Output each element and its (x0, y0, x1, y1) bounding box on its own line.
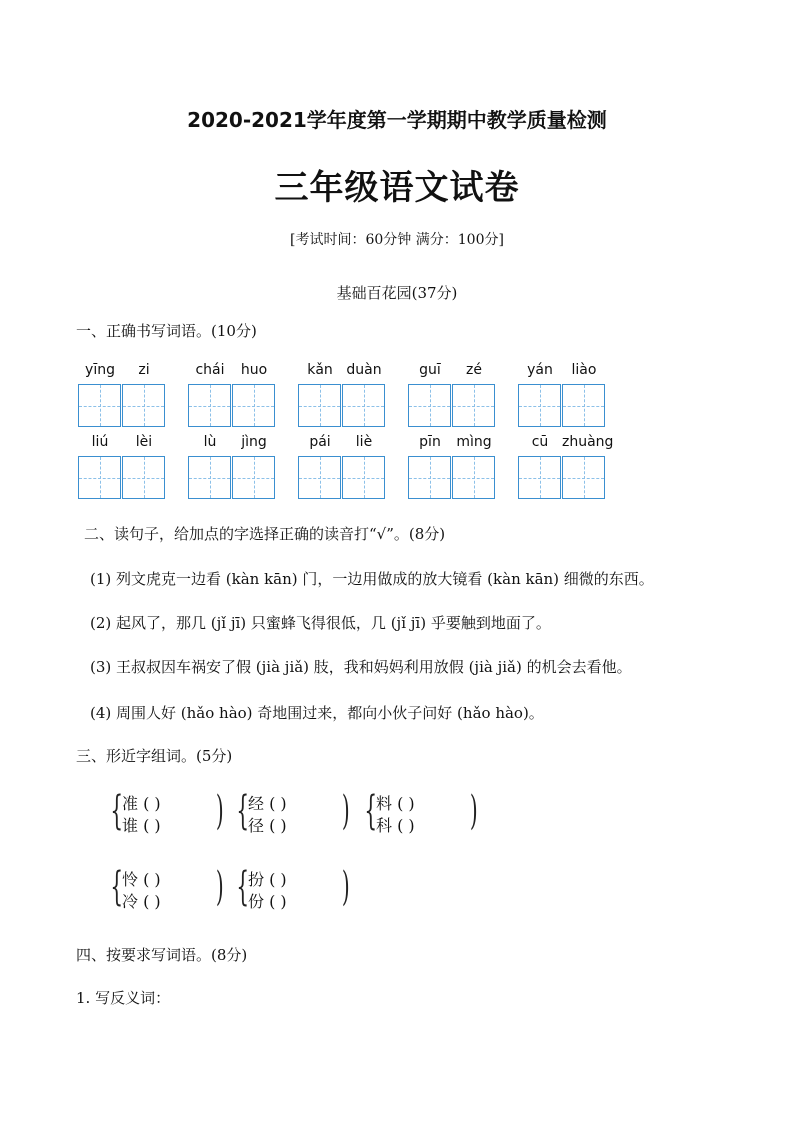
writing-cell[interactable] (188, 456, 231, 499)
word-group-4-top: 怜 ( ) (122, 870, 161, 889)
writing-cell[interactable] (232, 456, 275, 499)
pinyin-syllable: yán (527, 362, 553, 378)
pinyin-syllable: cū (531, 434, 549, 450)
writing-grid[interactable] (518, 384, 606, 428)
word-group-4 (110, 864, 224, 915)
word-group-1-top: 准 ( ) (122, 794, 161, 813)
writing-grid[interactable] (298, 384, 386, 428)
left-brace: { (364, 788, 378, 834)
pinyin-syllable: liè (355, 434, 373, 450)
word-group-2-top: 经 ( ) (248, 794, 287, 813)
pinyin-syllable: lèi (135, 434, 153, 450)
writing-cell[interactable] (232, 384, 275, 427)
pinyin-syllable: guī (419, 362, 441, 378)
q4-sub1: 1. 写反义词： (76, 989, 171, 1007)
writing-cell[interactable] (342, 456, 385, 499)
writing-cell[interactable] (298, 384, 341, 427)
writing-grid[interactable] (408, 456, 496, 500)
pinyin-syllable: chái (195, 362, 225, 378)
pinyin-syllable: duàn (346, 362, 382, 378)
pinyin-syllable: zhuàng (562, 434, 614, 450)
writing-grid[interactable] (298, 456, 386, 500)
writing-cell[interactable] (452, 384, 495, 427)
word-group-3-bottom: 科 ( ) (376, 816, 415, 835)
q3-heading: 三、形近字组词。(5分) (76, 747, 233, 765)
right-paren: ) (215, 864, 224, 910)
q4-heading: 四、按要求写词语。(8分) (76, 946, 248, 964)
pinyin-syllable: mìng (456, 434, 492, 450)
writing-cell[interactable] (518, 456, 561, 499)
pinyin-syllable: kǎn (307, 362, 333, 378)
writing-cell[interactable] (562, 456, 605, 499)
writing-cell[interactable] (452, 456, 495, 499)
word-group-1 (110, 788, 224, 839)
writing-cell[interactable] (562, 384, 605, 427)
writing-grid[interactable] (78, 384, 166, 428)
word-group-5 (236, 864, 350, 915)
q2-item-4: (4) 周围人好 (hǎo hào) 奇地围过来，都向小伙子问好 (hǎo hào)。 (90, 704, 544, 722)
writing-grid[interactable] (188, 384, 276, 428)
exam-subtitle: 2020-2021学年度第一学期期中教学质量检测 (187, 108, 607, 132)
writing-cell[interactable] (518, 384, 561, 427)
right-paren: ) (469, 788, 478, 834)
writing-cell[interactable] (78, 384, 121, 427)
left-brace: { (110, 788, 124, 834)
pinyin-syllable: liào (571, 362, 597, 378)
writing-cell[interactable] (298, 456, 341, 499)
pinyin-syllable: liú (91, 434, 109, 450)
pinyin-syllable: jìng (241, 434, 267, 450)
word-group-2 (236, 788, 350, 839)
word-group-3-top: 料 ( ) (376, 794, 415, 813)
pinyin-syllable: huo (240, 362, 268, 378)
word-group-1-bottom: 谁 ( ) (122, 816, 161, 835)
word-group-2-bottom: 径 ( ) (248, 816, 287, 835)
writing-grid[interactable] (188, 456, 276, 500)
word-group-5-top: 扮 ( ) (248, 870, 287, 889)
right-paren: ) (341, 788, 350, 834)
writing-cell[interactable] (78, 456, 121, 499)
exam-info: [考试时间：60分钟 满分：100分] (290, 232, 504, 248)
part-heading: 基础百花园(37分) (336, 284, 458, 302)
pinyin-syllable: yīng (85, 362, 115, 378)
writing-cell[interactable] (342, 384, 385, 427)
q2-item-1: (1) 列文虎克一边看 (kàn kān) 门，一边用做成的放大镜看 (kàn kān) 细微的东西。 (90, 570, 654, 588)
left-brace: { (236, 788, 250, 834)
writing-grid[interactable] (78, 456, 166, 500)
right-paren: ) (215, 788, 224, 834)
writing-cell[interactable] (188, 384, 231, 427)
pinyin-syllable: lù (203, 434, 217, 450)
q2-item-3: (3) 王叔叔因车祸安了假 (jià jiǎ) 肢，我和妈妈利用放假 (jià jiǎ) 的机会去看他。 (90, 658, 632, 676)
pinyin-syllable: pái (309, 434, 331, 450)
exam-title: 三年级语文试卷 (274, 168, 520, 208)
pinyin-syllable: pīn (419, 434, 441, 450)
writing-cell[interactable] (408, 384, 451, 427)
word-group-5-bottom: 份 ( ) (248, 892, 287, 911)
pinyin-syllable: zé (466, 362, 482, 378)
left-brace: { (236, 864, 250, 910)
left-brace: { (110, 864, 124, 910)
q2-heading: 二、读句子，给加点的字选择正确的读音打“√”。(8分) (84, 525, 446, 543)
writing-grid[interactable] (518, 456, 606, 500)
right-paren: ) (341, 864, 350, 910)
q1-heading: 一、正确书写词语。(10分) (76, 322, 257, 340)
word-group-4-bottom: 冷 ( ) (122, 892, 161, 911)
writing-cell[interactable] (122, 456, 165, 499)
writing-grid[interactable] (408, 384, 496, 428)
writing-cell[interactable] (122, 384, 165, 427)
pinyin-syllable: zi (138, 362, 150, 378)
word-group-3 (364, 788, 478, 839)
q2-item-2: (2) 起风了，那几 (jǐ jī) 只蜜蜂飞得很低，几 (jǐ jī) 乎要触到地面了。 (90, 614, 551, 632)
writing-cell[interactable] (408, 456, 451, 499)
